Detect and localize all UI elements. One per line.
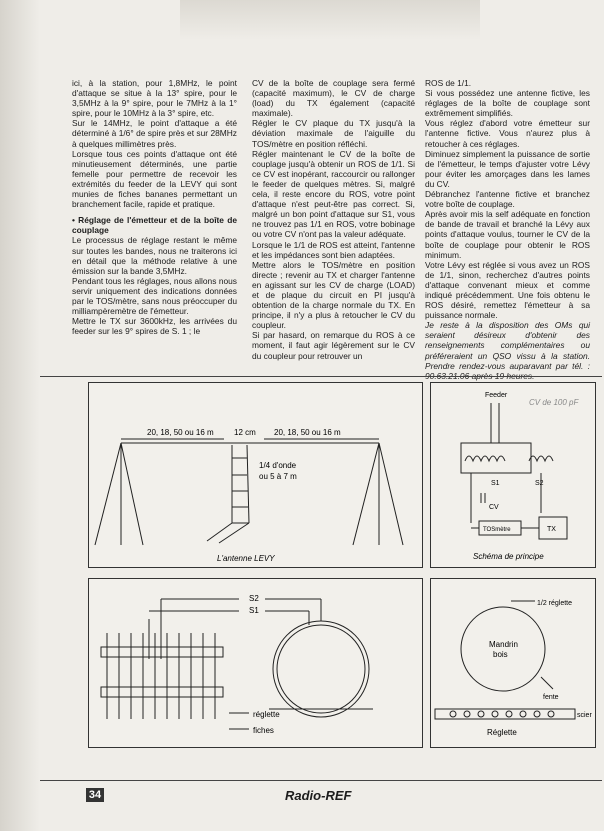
paragraph: Régler maintenant le CV de la boîte de couplage jusqu'à obtenir un ROS de 1/1. Si ce CV est inopérant, raccourcir ou rallonger le feeder de quelques mètres. Si, malgré cela, il reste encore du ROS, votre point d'attaque n'est peut-être pas correct. Si, malgré un bon point d'attaque sur S1, vous ne trouvez pas 1/1 en ROS, votre bobinage ou votre CV n'ont pas la valeur adéquate. <box>252 148 415 240</box>
paragraph: Après avoir mis la self adéquate en fonction de bande de travail et branché la Lévy aux points d'attaque voulus, tourner le CV de la boîte de couplage pour obtenir le ROS minimum. <box>425 209 590 260</box>
fig2-tx: TX <box>547 526 556 533</box>
paragraph: Régler le CV plaque du TX jusqu'à la déviation maximale de l'aiguille du TOS/mètre en position réfléchi. <box>252 118 415 149</box>
fig1-label-quart: 1/4 d'onde <box>259 461 297 470</box>
fig3-fiches: fiches <box>253 726 274 735</box>
figure-coil <box>88 578 423 748</box>
fig2-feeder: Feeder <box>485 392 508 399</box>
mandrel-drawing <box>431 579 595 747</box>
fig1-label-right: 20, 18, 50 ou 16 m <box>274 428 341 437</box>
coil-drawing <box>89 579 422 747</box>
fig2-s1: S1 <box>491 480 500 487</box>
paragraph: Débranchez l'antenne fictive et branchez votre boîte de couplage. <box>425 189 590 210</box>
fig2-s2: S2 <box>535 480 544 487</box>
fig4-half: 1/2 réglette <box>537 600 573 607</box>
fig2-caption: Schéma de principe <box>473 552 544 561</box>
paragraph: Si vous possédez une antenne fictive, les réglages de la boîte de couplage sont extrêmement simplifiés. <box>425 88 590 119</box>
paragraph: Je reste à la disposition des OMs qui seraient désireux d'obtenir des renseignements complémentaires ou préféreraient un QSO vissu à la station. Prendre rendez-vous auparavant par tél. : <box>425 320 590 371</box>
fig1-label-len: ou 5 à 7 m <box>259 472 297 481</box>
paragraph: ROS de 1/1. <box>425 78 472 88</box>
paragraph: Lorsque le 1/1 de ROS est atteint, l'antenne et les impédances sont bien adaptées. <box>252 239 415 260</box>
fig3-reglette: réglette <box>253 710 280 719</box>
fig2-handwriting: CV de 100 pF <box>529 398 579 407</box>
fig2-tos: TOSmètre <box>483 527 511 533</box>
paragraph: Si par hasard, on remarque du ROS à ce moment, il faut agir légèrement sur le CV du coupleur pour retrouver un <box>252 330 415 361</box>
schematic-drawing <box>431 383 595 567</box>
section-heading: • Réglage de l'émetteur et de la boîte de couplage <box>72 215 237 236</box>
figure-mandrel <box>430 578 596 748</box>
fig4-reglette: Réglette <box>487 728 517 737</box>
fig1-caption: L'antenne LEVY <box>217 554 275 563</box>
paragraph: Diminuez simplement la puissance de sortie de l'émetteur, le temps d'ajuster votre Lévy pour éviter les amorçages dans les lames du CV. <box>425 148 590 189</box>
footer-divider <box>40 780 602 781</box>
page-number: 34 <box>86 788 104 802</box>
fig1-label-mid: 12 cm <box>234 428 256 437</box>
section-divider <box>40 376 602 377</box>
fig1-label-left: 20, 18, 50 ou 16 m <box>147 428 214 437</box>
paragraph: ici, à la station, pour 1,8MHz, le point d'attaque se situe à la 13° spire, pour le 3,5MHz à la 9° spire, pour le 7MHz à la 1° spire, pour le 10MHz à la 3° spire, etc. <box>72 78 237 119</box>
fig3-s2: S2 <box>249 594 259 603</box>
paragraph: Votre Lévy est réglée si vous avez un ROS de 1/1, sinon, recherchez d'autres points d'attaque convenant mieux et comme indiqué précédemment. Une fois obtenu le ROS désiré, remettez l'émetteur à sa puissance normale. <box>425 259 590 321</box>
figure-levy-antenna <box>88 382 423 568</box>
paper-stain <box>180 0 480 40</box>
paragraph: Sur le 14MHz, le point d'attaque a été déterminé à 1/6° de spire près et sur 28MHz à quelques millimètres près. <box>72 118 237 149</box>
paragraph: Vous réglez d'abord votre émetteur sur l'antenne fictive. Vous n'aurez plus à retoucher à ces réglages. <box>425 118 590 149</box>
text-column-2 <box>252 78 415 361</box>
paragraph: Lorsque tous ces points d'attaque ont été minutieusement déterminés, une partie femelle pour permettre de recevoir les extrémités du feeder de la LEVY qui sont munies de fiches bananes permettant un branchement facile, rapide et pratique. <box>72 148 237 210</box>
fig4-fente: fente <box>543 694 559 701</box>
fig4-bois: bois <box>493 650 508 659</box>
paragraph: CV de la boîte de couplage sera fermé (capacité maximum), le CV de charge (load) du TX également (capacité maximale). <box>252 78 415 119</box>
text-column-1 <box>72 78 237 336</box>
paragraph: Pendant tous les réglages, nous allons nous servir uniquement des indications données par le TOS/mètre, sans nous préoccuper du milliampèremètre de l'émetteur. <box>72 275 237 317</box>
text-column-3 <box>425 78 590 381</box>
fig2-cv: CV <box>489 504 499 511</box>
paragraph: Mettre le TX sur 3600kHz, les arrivées du feeder sur les 9° spires de S. 1 ; le <box>72 316 237 337</box>
magazine-name: Radio-REF <box>285 788 352 803</box>
paragraph: Le processus de réglage restant le même sur toutes les bandes, nous ne traiterons ici en détail que la méthode relative à une émission sur la bande 3,5MHz. <box>72 235 237 276</box>
paragraph: Mettre alors le TOS/mètre en position directe ; revenir au TX et charger l'antenne en agissant sur les CV de charge (LOAD) et de plaque du circuit en PI jusqu'à obtention de la charge normale du TX. En principe, il n'y a plus à retoucher le CV du coupleur. <box>252 259 415 331</box>
page-fold-shadow <box>0 0 40 831</box>
levy-antenna-drawing <box>89 383 422 567</box>
figure-schematic <box>430 382 596 568</box>
fig3-s1: S1 <box>249 606 259 615</box>
fig4-scier: scier <box>577 712 592 719</box>
fig4-mandrin: Mandrin <box>489 640 518 649</box>
